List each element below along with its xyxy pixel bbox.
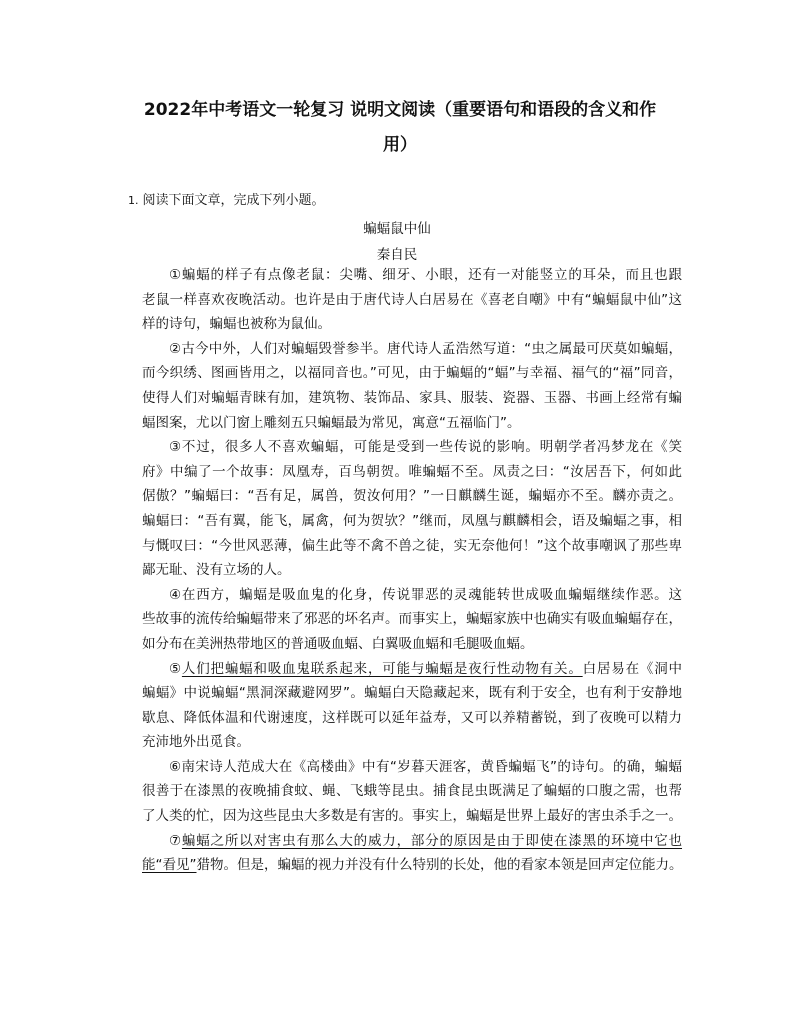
article-body (142, 263, 682, 878)
underlined-sentence: 能“看见” (142, 857, 197, 874)
text-line: 鄙无耻、没有立场的人。 (142, 562, 291, 579)
text-line: 些故事的流传给蝙蝠带来了邪恶的坏名声。而事实上，蝙蝠家族中也确实有吸血蝙蝠存在， (142, 611, 682, 628)
text-line: 能“看见”猎物。但是，蝙蝠的视力并没有什么特别的长处，他的看家本领是回声定位能力。 (142, 857, 683, 874)
article-title: 蝙蝠鼠中仙 (363, 221, 431, 237)
text-line: 老鼠一样喜欢夜晚活动。也许是由于唐代诗人白居易在《喜老自嘲》中有“蝙蝠鼠中仙”这 (142, 291, 682, 308)
underlined-sentence: 蝙蝠之所以对害虫有那么大的威力，部分的原因是由于即使在漆黑的环境中它也 (181, 832, 683, 849)
text-line: ④在西方，蝙蝠是吸血鬼的化身，传说罪恶的灵魂能转世成吸血蝙蝠继续作恶。这 (169, 586, 682, 603)
text-line: 府》中编了一个故事：凤凰寿，百鸟朝贺。唯蝙蝠不至。凤责之曰：“汝居吾下，何如此 (142, 463, 682, 480)
text-line: ②古今中外，人们对蝙蝠毁誉参半。唐代诗人孟浩然写道：“虫之属最可厌莫如蝙蝠， (169, 340, 682, 357)
text-line: 使得人们对蝙蝠青睐有加，建筑物、装饰品、家具、服装、瓷器、玉器、书画上经常有蝙 (142, 389, 682, 406)
text-line: 很善于在漆黑的夜晚捕食蚊、蝇、飞蛾等昆虫。捕食昆虫既满足了蝙蝠的口腹之需，也帮 (142, 783, 682, 800)
text-line: ③不过，很多人不喜欢蝙蝠，可能是受到一些传说的影响。明朝学者冯梦龙在《笑 (169, 439, 682, 456)
text-line: 蝠图案，尤以门窗上雕刻五只蝙蝠最为常见，寓意“五福临门”。 (142, 414, 521, 431)
text-line: 而今织绣、图画皆用之，以福同音也。”可见，由于蝙蝠的“蝠”与幸福、福气的“福”同音， (142, 365, 682, 382)
document-title-line-2: 用） (383, 135, 417, 155)
text-line: ①蝙蝠的样子有点像老鼠：尖嘴、细牙、小眼，还有一对能竖立的耳朵，而且也跟 (169, 267, 682, 283)
text-line: ⑥南宋诗人范成大在《高楼曲》中有“岁暮天涯客，黄昏蝙蝠飞”的诗句。的确，蝙蝠 (169, 758, 682, 775)
text-line: 样的诗句，蝙蝠也被称为鼠仙。 (142, 316, 331, 333)
text-line: ⑦蝙蝠之所以对害虫有那么大的威力，部分的原因是由于即使在漆黑的环境中它也 (169, 832, 683, 849)
question-prompt (128, 189, 325, 208)
article-author: 秦自民 (376, 247, 418, 263)
text-line: 倨傲？”蝙蝠曰：“吾有足，属兽，贺汝何用？”一日麒麟生诞，蝙蝠亦不至。麟亦责之。 (142, 488, 682, 505)
underlined-sentence: 人们把蝙蝠和吸血鬼联系起来，可能与蝙蝠是夜行性动物有关。 (181, 660, 583, 677)
text-line: 充沛地外出觅食。 (142, 734, 250, 751)
text-line: 歇息、降低体温和代谢速度，这样既可以延年益寿，又可以养精蓄锐，到了夜晚可以精力 (142, 709, 682, 726)
question-number: 1. (128, 194, 139, 207)
text-line: 蝙蝠》中说蝙蝠“黑洞深藏避网罗”。蝙蝠白天隐藏起来，既有利于安全，也有利于安静地 (142, 685, 682, 702)
text-line: 如分布在美洲热带地区的普通吸血蝠、白翼吸血蝠和毛腿吸血蝠。 (142, 635, 534, 652)
document-title-line-1: 2022年中考语文一轮复习 说明文阅读（重要语句和语段的含义和作 (143, 100, 657, 120)
text-line: 蝙蝠曰：“吾有翼，能飞，属禽，何为贺欤？”继而，凤凰与麒麟相会，语及蝙蝠之事，相 (142, 512, 682, 529)
question-text: 阅读下面文章，完成下列小题。 (142, 193, 325, 208)
text-line: 与慨叹曰：“今世风恶薄，偏生此等不禽不兽之徒，实无奈他何！”这个故事嘲讽了那些卑 (142, 537, 682, 554)
text-line: ⑤人们把蝙蝠和吸血鬼联系起来，可能与蝙蝠是夜行性动物有关。白居易在《洞中 (169, 660, 683, 677)
text-line: 了人类的忙，因为这些昆虫大多数是有害的。事实上，蝙蝠是世界上最好的害虫杀手之一。 (142, 808, 682, 825)
